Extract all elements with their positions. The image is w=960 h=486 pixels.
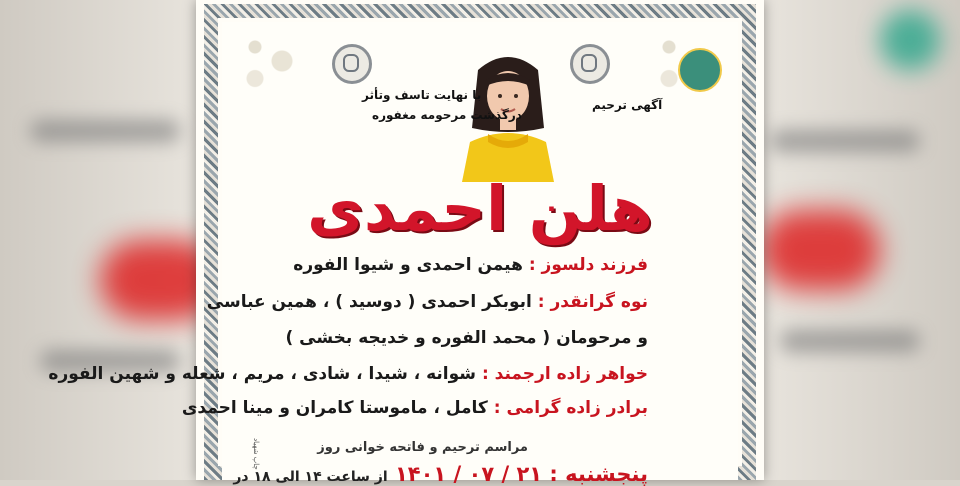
row-nieces <box>48 364 648 384</box>
blurred-name-fragment <box>100 240 200 320</box>
printer-credit: چاپ شهیاد <box>252 438 260 470</box>
corner-text-line2: درگذشت مرحومه مغفوره <box>372 108 522 122</box>
blurred-text <box>780 330 920 352</box>
row-text: شوانه ، شیدا ، شادی ، مریم ، شعله و شهین الفوره <box>48 364 477 384</box>
obituary-poster <box>48 0 764 486</box>
corner-text-line1: با نهایت تاسف وتأثر <box>362 88 482 102</box>
blurred-background-right <box>760 0 960 480</box>
row-label: نوه گرانقدر : <box>537 292 648 312</box>
date-label: پنجشنبه : ۲۱ / ۰۷ / ۱۴۰۱ <box>394 462 648 486</box>
row-nephews <box>182 398 648 418</box>
organization-logo-icon <box>678 48 722 92</box>
blurred-background-left <box>0 0 200 480</box>
blurred-text <box>30 120 180 142</box>
ceremony-date <box>233 462 648 486</box>
row-text: کامل ، ماموستا کامران و مینا احمدی <box>181 398 488 418</box>
row-grandchildren <box>207 292 648 312</box>
blurred-name-fragment <box>760 210 880 290</box>
row-text: هیمن احمدی و شیوا الفوره <box>293 255 523 275</box>
row-children <box>293 255 648 275</box>
row-label: فرزند دلسوز : <box>528 255 648 275</box>
blurred-text <box>770 130 920 152</box>
deceased-name: هلن احمدی <box>307 172 653 245</box>
ad-title: آگهی ترحیم <box>592 98 663 112</box>
poster-content <box>48 22 738 486</box>
blurred-logo <box>880 10 940 70</box>
row-text: ابوبکر احمدی ( دوسید ) ، همین عباسی <box>206 292 532 312</box>
medal-icon <box>332 44 372 84</box>
row-text: و مرحومان ( محمد الفوره و خدیجه بخشی ) <box>285 328 648 348</box>
row-label: خواهر زاده ارجمند : <box>481 364 648 384</box>
time-text: از ساعت ۱۴ الی ۱۸ در <box>233 469 388 485</box>
row-label: برادر زاده گرامی : <box>493 398 648 418</box>
row-grandchildren-cont <box>285 328 648 348</box>
medal-icon <box>570 44 610 84</box>
floral-ornament <box>228 26 318 96</box>
ceremony-text: مراسم ترحیم و فاتحه خوانی روز <box>317 440 528 455</box>
